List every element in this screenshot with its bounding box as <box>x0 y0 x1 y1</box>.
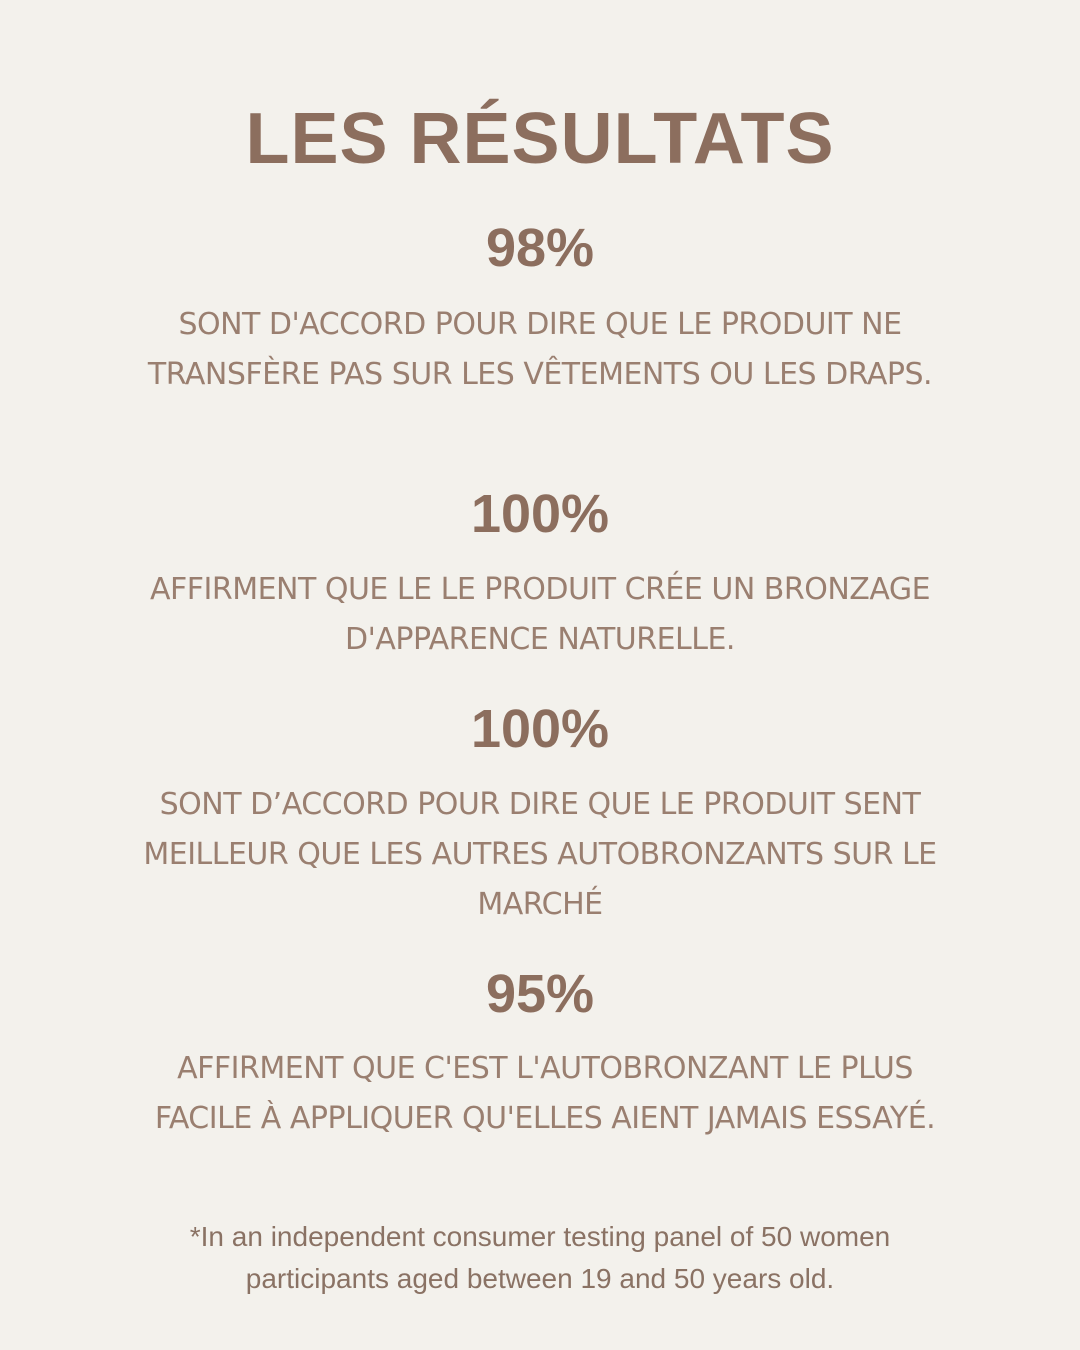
stat-description-3: SONT D’ACCORD POUR DIRE QUE LE PRODUIT SENT MEILLEUR QUE LES AUTRES AUTOBRONZANTS SUR LE MARCHÉ <box>143 787 937 922</box>
stat-value-3: 100% <box>470 699 610 759</box>
stat-description-4: AFFIRMENT QUE C'EST L'AUTOBRONZANT LE PLUS FACILE À APPLIQUER QU'ELLES AIENT JAMAIS ESSAYÉ. <box>154 1051 936 1136</box>
stat-value-2: 100% <box>470 484 610 544</box>
stat-description-2: AFFIRMENT QUE LE LE PRODUIT CRÉE UN BRONZAGE D'APPARENCE NATURELLE. <box>149 572 931 657</box>
stat-description-1: SONT D'ACCORD POUR DIRE QUE LE PRODUIT NE TRANSFÈRE PAS SUR LES VÊTEMENTS OU LES DRAPS. <box>147 307 933 392</box>
page-title: LES RÉSULTATS <box>245 99 835 179</box>
stat-value-1: 98% <box>485 218 595 278</box>
stat-value-4: 95% <box>485 964 595 1024</box>
footnote: *In an independent consumer testing panel of 50 women participants aged between 19 and 50 years old. <box>189 1221 891 1294</box>
